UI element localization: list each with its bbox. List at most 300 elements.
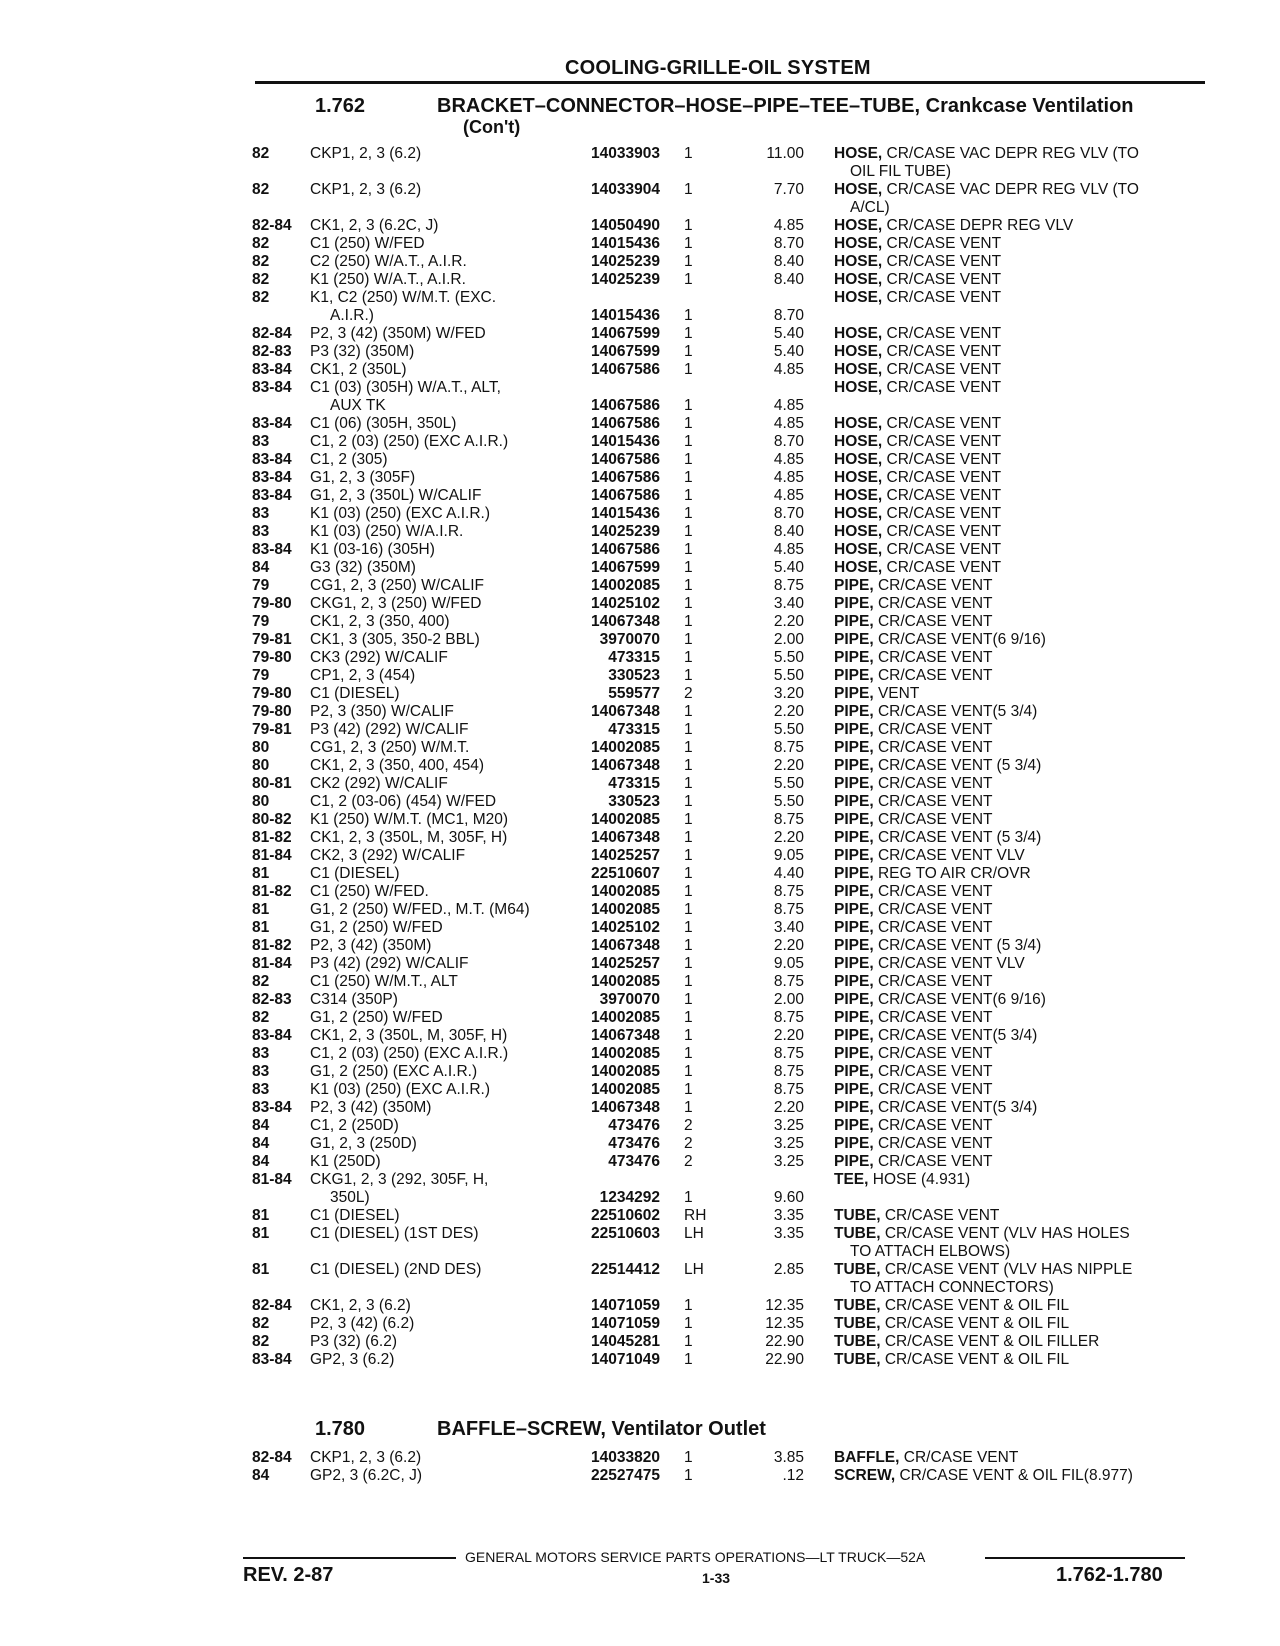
part-description — [834, 757, 1214, 775]
quantity: 1 — [684, 1333, 693, 1350]
parts-row — [252, 667, 1212, 685]
part-type: PIPE, — [834, 811, 874, 828]
parts-row — [252, 577, 1212, 595]
part-number: 14002085 — [591, 1063, 660, 1080]
part-number: 14067586 — [591, 487, 660, 504]
model-application: P2, 3 (42) (6.2) — [310, 1315, 415, 1332]
year-range: 81 — [252, 919, 270, 936]
year-range: 79 — [252, 577, 270, 594]
parts-row — [252, 1297, 1212, 1315]
part-number: 14015436 — [591, 307, 660, 324]
year-range: 79-80 — [252, 703, 292, 720]
model-application: K1 (250) W/A.T., A.I.R. — [310, 271, 466, 288]
part-description — [834, 1081, 1214, 1099]
quantity: 1 — [684, 595, 693, 612]
model-application: CK1, 2, 3 (350, 400) — [310, 613, 450, 630]
model-application: G1, 2, 3 (305F) — [310, 469, 416, 486]
year-range: 79-80 — [252, 649, 292, 666]
part-number: 473476 — [608, 1117, 660, 1134]
part-description — [834, 253, 1214, 271]
parts-row — [252, 1081, 1212, 1099]
year-range: 84 — [252, 1117, 270, 1134]
part-type: PIPE, — [834, 1081, 874, 1098]
part-description — [834, 415, 1214, 433]
part-detail: CR/CASE VENT — [886, 451, 1002, 468]
part-description — [834, 1171, 1214, 1189]
quantity: RH — [684, 1207, 707, 1224]
part-description — [834, 577, 1214, 595]
price: 9.60 — [773, 1189, 804, 1206]
parts-row — [252, 775, 1212, 793]
quantity: 1 — [684, 145, 693, 162]
parts-row — [252, 343, 1212, 361]
price: 8.70 — [773, 307, 804, 324]
part-detail: CR/CASE VENT (5 3/4) — [877, 829, 1042, 846]
model-application: G1, 2 (250) (EXC A.I.R.) — [310, 1063, 478, 1080]
part-type: PIPE, — [834, 955, 874, 972]
part-detail: CR/CASE VENT — [886, 253, 1002, 270]
parts-row — [252, 271, 1212, 289]
part-description — [834, 1027, 1214, 1045]
model-application: C1 (250) W/FED — [310, 235, 425, 252]
part-number: 14067348 — [591, 613, 660, 630]
model-application: P3 (32) (350M) — [310, 343, 415, 360]
group-continued: (Con't) — [463, 117, 521, 137]
year-range: 83 — [252, 505, 270, 522]
price: 8.40 — [773, 523, 804, 540]
part-detail: CR/CASE VENT — [877, 613, 993, 630]
model-application-cont: AUX TK — [330, 397, 386, 414]
price: 8.75 — [773, 811, 804, 828]
model-application: P2, 3 (42) (350M) W/FED — [310, 325, 486, 342]
part-description — [834, 991, 1214, 1009]
part-number: 14033904 — [591, 181, 660, 198]
parts-row — [252, 523, 1212, 541]
year-range: 82 — [252, 181, 270, 198]
group-name-2 — [437, 1418, 766, 1441]
year-range: 83-84 — [252, 469, 292, 486]
part-detail: CR/CASE VENT — [886, 361, 1002, 378]
part-number: 22510603 — [591, 1225, 660, 1242]
part-number: 14025102 — [591, 919, 660, 936]
price: 2.20 — [773, 829, 804, 846]
model-application: C2 (250) W/A.T., A.I.R. — [310, 253, 467, 270]
part-detail: CR/CASE VENT — [886, 415, 1002, 432]
quantity: 1 — [684, 1063, 693, 1080]
part-description — [834, 811, 1214, 829]
price: 8.75 — [773, 901, 804, 918]
footer-publisher: GENERAL MOTORS SERVICE PARTS OPERATIONS—LT TRUCK—52A — [465, 1549, 926, 1565]
year-range: 82 — [252, 1009, 270, 1026]
year-range: 84 — [252, 1135, 270, 1152]
quantity: LH — [684, 1225, 704, 1242]
part-type: PIPE, — [834, 1009, 874, 1026]
part-type: PIPE, — [834, 775, 874, 792]
quantity: 1 — [684, 847, 693, 864]
parts-row — [252, 865, 1212, 883]
part-type: HOSE, — [834, 559, 883, 576]
part-detail: CR/CASE VENT — [886, 343, 1002, 360]
quantity: 1 — [684, 1027, 693, 1044]
part-type: TUBE, — [834, 1333, 881, 1350]
year-range: 83-84 — [252, 361, 292, 378]
year-range: 81-82 — [252, 829, 292, 846]
part-number: 14002085 — [591, 811, 660, 828]
price: 8.40 — [773, 253, 804, 270]
price: 8.75 — [773, 883, 804, 900]
year-range: 79 — [252, 613, 270, 630]
year-range: 80 — [252, 793, 270, 810]
part-type: HOSE, — [834, 271, 883, 288]
part-type: HOSE, — [834, 487, 883, 504]
part-description — [834, 775, 1214, 793]
model-application: CK1, 2, 3 (6.2C, J) — [310, 217, 439, 234]
part-description — [834, 919, 1214, 937]
price: 8.75 — [773, 577, 804, 594]
price: 8.75 — [773, 973, 804, 990]
part-detail: CR/CASE VENT VLV — [877, 847, 1025, 864]
model-application: G1, 2 (250) W/FED — [310, 1009, 443, 1026]
part-description — [834, 937, 1214, 955]
part-type: PIPE, — [834, 1045, 874, 1062]
parts-row — [252, 1099, 1212, 1117]
part-detail: CR/CASE VAC DEPR REG VLV (TO — [886, 145, 1139, 162]
part-description — [834, 973, 1214, 991]
price: 8.75 — [773, 1063, 804, 1080]
part-type: PIPE, — [834, 901, 874, 918]
part-description — [834, 145, 1214, 163]
year-range: 84 — [252, 1153, 270, 1170]
quantity: 1 — [684, 1009, 693, 1026]
year-range: 81 — [252, 1207, 270, 1224]
model-application: P2, 3 (42) (350M) — [310, 1099, 432, 1116]
part-type: PIPE, — [834, 1099, 874, 1116]
parts-row — [252, 415, 1212, 433]
part-detail: HOSE (4.931) — [872, 1171, 971, 1188]
part-number: 473315 — [608, 721, 660, 738]
parts-row — [252, 1171, 1212, 1207]
part-description — [834, 469, 1214, 487]
parts-row — [252, 649, 1212, 667]
part-description — [834, 649, 1214, 667]
year-range: 82-84 — [252, 217, 292, 234]
part-detail: CR/CASE VENT — [877, 739, 993, 756]
parts-row — [252, 217, 1212, 235]
part-detail: CR/CASE VENT — [886, 379, 1002, 396]
quantity: 1 — [684, 451, 693, 468]
part-type: PIPE, — [834, 1117, 874, 1134]
quantity: 1 — [684, 541, 693, 558]
quantity: 1 — [684, 559, 693, 576]
part-type: TUBE, — [834, 1315, 881, 1332]
part-description — [834, 847, 1214, 865]
part-number: 14067348 — [591, 829, 660, 846]
part-description — [834, 235, 1214, 253]
part-detail: CR/CASE VENT — [877, 721, 993, 738]
part-detail: CR/CASE VENT — [886, 487, 1002, 504]
parts-row — [252, 1333, 1212, 1351]
parts-row — [252, 1009, 1212, 1027]
quantity: LH — [684, 1261, 704, 1278]
part-detail: CR/CASE VENT(6 9/16) — [877, 991, 1046, 1008]
parts-row — [252, 487, 1212, 505]
parts-row — [252, 1153, 1212, 1171]
price: 8.75 — [773, 1081, 804, 1098]
quantity: 1 — [684, 613, 693, 630]
price: 2.20 — [773, 1099, 804, 1116]
part-description — [834, 865, 1214, 883]
parts-row — [252, 613, 1212, 631]
year-range: 80 — [252, 739, 270, 756]
part-description — [834, 271, 1214, 289]
part-number: 14015436 — [591, 235, 660, 252]
part-type: PIPE, — [834, 721, 874, 738]
part-description — [834, 1063, 1214, 1081]
group-number-2: 1.780 — [315, 1418, 366, 1440]
model-application: CKG1, 2, 3 (250) W/FED — [310, 595, 482, 612]
quantity: 1 — [684, 1189, 693, 1206]
model-application: GP2, 3 (6.2) — [310, 1351, 395, 1368]
part-number: 14067599 — [591, 343, 660, 360]
section-title: COOLING-GRILLE-OIL SYSTEM — [565, 57, 871, 79]
part-number: 14002085 — [591, 1081, 660, 1098]
model-application: C1 (06) (305H, 350L) — [310, 415, 457, 432]
part-detail: CR/CASE VENT & OIL FIL — [884, 1297, 1070, 1314]
part-detail: CR/CASE DEPR REG VLV — [886, 217, 1074, 234]
model-application: G3 (32) (350M) — [310, 559, 416, 576]
part-description — [834, 631, 1214, 649]
year-range: 84 — [252, 559, 270, 576]
parts-row — [252, 595, 1212, 613]
part-type: PIPE, — [834, 685, 874, 702]
part-detail: CR/CASE VENT — [877, 1009, 993, 1026]
part-number: 14002085 — [591, 577, 660, 594]
part-number: 14067348 — [591, 1027, 660, 1044]
model-application-cont: A.I.R.) — [330, 307, 374, 324]
price: 3.25 — [773, 1117, 804, 1134]
part-detail: CR/CASE VENT & OIL FIL(8.977) — [899, 1467, 1133, 1484]
price: 2.20 — [773, 613, 804, 630]
part-number: 14002085 — [591, 1009, 660, 1026]
model-application: CK1, 3 (305, 350-2 BBL) — [310, 631, 480, 648]
part-number: 14025102 — [591, 595, 660, 612]
part-description — [834, 541, 1214, 559]
part-detail: CR/CASE VENT — [877, 667, 993, 684]
year-range: 82 — [252, 1315, 270, 1332]
part-type: PIPE, — [834, 847, 874, 864]
part-number: 14067586 — [591, 469, 660, 486]
model-application: CKG1, 2, 3 (292, 305F, H, — [310, 1171, 489, 1188]
part-type: HOSE, — [834, 523, 883, 540]
footer-page-number: 1-33 — [702, 1570, 731, 1586]
parts-row — [252, 883, 1212, 901]
part-type: PIPE, — [834, 919, 874, 936]
group-number: 1.762 — [315, 95, 366, 117]
model-application: C1 (03) (305H) W/A.T., ALT, — [310, 379, 501, 396]
price: 4.40 — [773, 865, 804, 882]
parts-row — [252, 973, 1212, 991]
price: 4.85 — [773, 397, 804, 414]
part-type: HOSE, — [834, 235, 883, 252]
parts-row — [252, 181, 1212, 217]
parts-row — [252, 1449, 1212, 1467]
quantity: 1 — [684, 343, 693, 360]
part-type: PIPE, — [834, 595, 874, 612]
part-detail: CR/CASE VENT — [886, 505, 1002, 522]
year-range: 83-84 — [252, 487, 292, 504]
part-detail: CR/CASE VENT VLV — [877, 955, 1025, 972]
part-number: 473315 — [608, 649, 660, 666]
parts-row — [252, 235, 1212, 253]
model-application: P2, 3 (350) W/CALIF — [310, 703, 454, 720]
quantity: 1 — [684, 1315, 693, 1332]
price: 3.35 — [773, 1225, 804, 1242]
part-detail: CR/CASE VENT — [884, 1207, 1000, 1224]
year-range: 83-84 — [252, 1351, 292, 1368]
quantity: 1 — [684, 991, 693, 1008]
part-type: PIPE, — [834, 1027, 874, 1044]
model-application: CK1, 2, 3 (350L, M, 305F, H) — [310, 1027, 508, 1044]
part-description — [834, 181, 1214, 199]
quantity: 1 — [684, 829, 693, 846]
model-application-cont: 350L) — [330, 1189, 370, 1206]
price: 9.05 — [773, 847, 804, 864]
year-range: 81 — [252, 1225, 270, 1242]
model-application: CK2 (292) W/CALIF — [310, 775, 448, 792]
model-application: K1 (03-16) (305H) — [310, 541, 435, 558]
year-range: 83-84 — [252, 451, 292, 468]
part-number: 14067599 — [591, 325, 660, 342]
quantity: 1 — [684, 739, 693, 756]
quantity: 1 — [684, 325, 693, 342]
part-detail: CR/CASE VENT(6 9/16) — [877, 631, 1046, 648]
group-name-system-2: Ventilator Outlet — [611, 1418, 766, 1440]
part-detail: CR/CASE VENT — [877, 649, 993, 666]
part-description — [834, 433, 1214, 451]
group-name-parts-2: BAFFLE–SCREW, — [437, 1418, 606, 1440]
part-type: TUBE, — [834, 1297, 881, 1314]
part-description — [834, 883, 1214, 901]
parts-row — [252, 1063, 1212, 1081]
model-application: K1 (03) (250) (EXC A.I.R.) — [310, 1081, 491, 1098]
group-name-parts: BRACKET–CONNECTOR–HOSE–PIPE–TEE–TUBE, — [437, 95, 921, 117]
year-range: 81 — [252, 865, 270, 882]
price: 4.85 — [773, 541, 804, 558]
parts-row — [252, 145, 1212, 181]
model-application: CK1, 2, 3 (350L, M, 305F, H) — [310, 829, 508, 846]
price: 8.40 — [773, 271, 804, 288]
parts-row — [252, 1207, 1212, 1225]
quantity: 1 — [684, 721, 693, 738]
quantity: 2 — [684, 1117, 693, 1134]
part-detail: CR/CASE VENT — [877, 811, 993, 828]
part-type: TUBE, — [834, 1351, 881, 1368]
year-range: 82 — [252, 1333, 270, 1350]
year-range: 82-84 — [252, 1449, 292, 1466]
year-range: 83-84 — [252, 379, 292, 396]
quantity: 1 — [684, 1467, 693, 1484]
quantity: 1 — [684, 955, 693, 972]
model-application: K1 (250D) — [310, 1153, 381, 1170]
quantity: 1 — [684, 505, 693, 522]
parts-row — [252, 469, 1212, 487]
part-type: TUBE, — [834, 1261, 881, 1278]
quantity: 1 — [684, 883, 693, 900]
model-application: CKP1, 2, 3 (6.2) — [310, 181, 422, 198]
part-number: 14002085 — [591, 973, 660, 990]
part-description — [834, 1117, 1214, 1135]
quantity: 1 — [684, 469, 693, 486]
price: 8.70 — [773, 505, 804, 522]
quantity: 1 — [684, 757, 693, 774]
year-range: 82 — [252, 289, 270, 306]
part-number: 14025239 — [591, 271, 660, 288]
part-detail-cont: OIL FIL TUBE) — [850, 163, 952, 180]
part-detail: CR/CASE VENT — [886, 289, 1002, 306]
part-description — [834, 1009, 1214, 1027]
part-detail: CR/CASE VENT — [886, 559, 1002, 576]
parts-row — [252, 559, 1212, 577]
part-number: 330523 — [608, 667, 660, 684]
year-range: 83-84 — [252, 1099, 292, 1116]
part-description — [834, 595, 1214, 613]
group-name-system: Crankcase Ventilation — [925, 95, 1134, 117]
part-number: 14067348 — [591, 703, 660, 720]
parts-row — [252, 379, 1212, 415]
price: 5.50 — [773, 793, 804, 810]
year-range: 83 — [252, 433, 270, 450]
part-detail: CR/CASE VENT — [886, 235, 1002, 252]
price: 5.50 — [773, 775, 804, 792]
model-application: CK1, 2, 3 (6.2) — [310, 1297, 411, 1314]
part-type: PIPE, — [834, 649, 874, 666]
part-description — [834, 523, 1214, 541]
quantity: 1 — [684, 811, 693, 828]
part-detail-cont: TO ATTACH CONNECTORS) — [850, 1279, 1054, 1296]
part-description — [834, 361, 1214, 379]
part-description — [834, 1045, 1214, 1063]
price: 12.35 — [765, 1315, 804, 1332]
part-description — [834, 1467, 1214, 1485]
price: 3.40 — [773, 919, 804, 936]
part-type: PIPE, — [834, 829, 874, 846]
part-number: 1234292 — [599, 1189, 660, 1206]
part-type: PIPE, — [834, 757, 874, 774]
price: 5.40 — [773, 559, 804, 576]
part-type: HOSE, — [834, 415, 883, 432]
part-detail: CR/CASE VENT — [877, 1153, 993, 1170]
price: 3.40 — [773, 595, 804, 612]
price: 22.90 — [765, 1351, 804, 1368]
quantity: 1 — [684, 1351, 693, 1368]
model-application: C1, 2 (03) (250) (EXC A.I.R.) — [310, 433, 509, 450]
quantity: 2 — [684, 1153, 693, 1170]
model-application: K1 (03) (250) W/A.I.R. — [310, 523, 464, 540]
quantity: 1 — [684, 1449, 693, 1466]
year-range: 81 — [252, 1261, 270, 1278]
model-application: CK3 (292) W/CALIF — [310, 649, 448, 666]
part-type: HOSE, — [834, 325, 883, 342]
price: 2.20 — [773, 757, 804, 774]
part-number: 330523 — [608, 793, 660, 810]
part-detail: CR/CASE VENT — [886, 523, 1002, 540]
part-type: PIPE, — [834, 883, 874, 900]
part-number: 14067586 — [591, 541, 660, 558]
model-application: C1, 2 (250D) — [310, 1117, 399, 1134]
part-number: 22510607 — [591, 865, 660, 882]
part-description — [834, 379, 1214, 397]
part-detail: CR/CASE VENT & OIL FILLER — [884, 1333, 1100, 1350]
